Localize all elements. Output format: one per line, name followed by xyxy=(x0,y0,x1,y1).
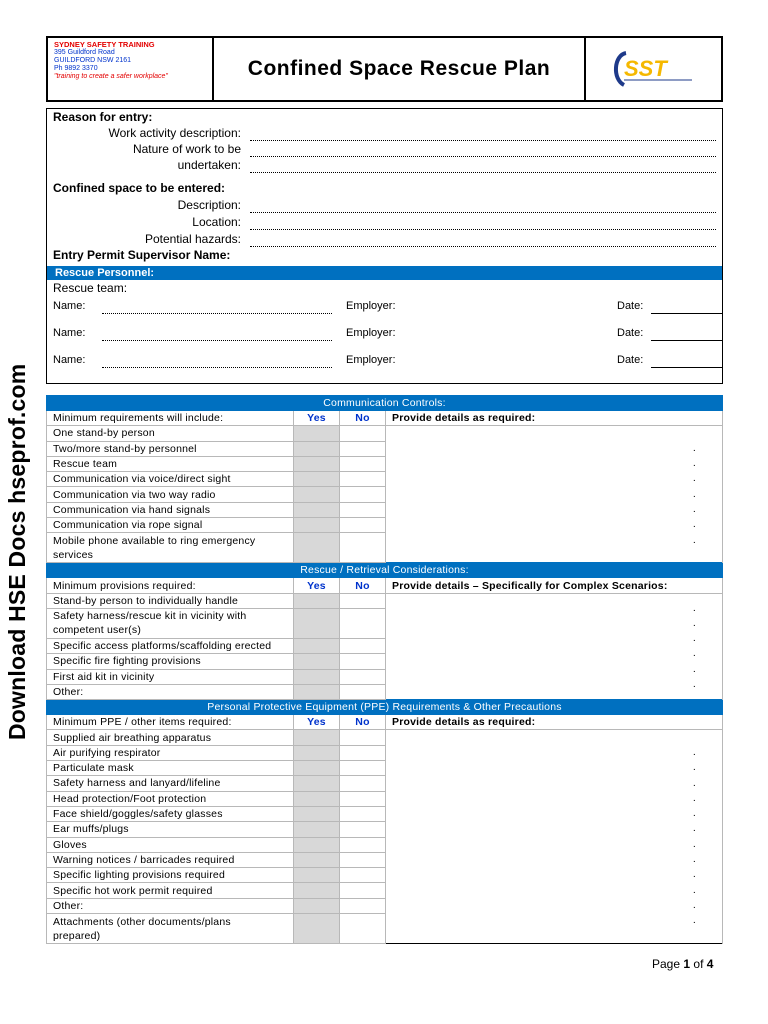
name-label-3: Name: xyxy=(53,354,86,366)
no-checkbox[interactable] xyxy=(340,868,386,883)
yes-checkbox[interactable] xyxy=(294,638,340,653)
yes-checkbox[interactable] xyxy=(294,472,340,487)
no-checkbox[interactable] xyxy=(340,852,386,867)
name-label-2: Name: xyxy=(53,327,86,339)
yes-checkbox[interactable] xyxy=(294,868,340,883)
list-item: Communication via rope signal xyxy=(47,518,294,533)
name-field-2[interactable] xyxy=(102,340,332,341)
no-checkbox[interactable] xyxy=(340,638,386,653)
yes-checkbox[interactable] xyxy=(294,822,340,837)
nature-label-2: undertaken: xyxy=(177,158,241,172)
yes-checkbox[interactable] xyxy=(294,669,340,684)
tagline: "training to create a safer workplace" xyxy=(54,73,168,80)
col-item-header: Minimum PPE / other items required: xyxy=(47,715,294,730)
item-line-2: competent user(s) xyxy=(53,624,142,637)
yes-checkbox[interactable] xyxy=(294,852,340,867)
no-checkbox[interactable] xyxy=(340,608,386,638)
rescue-team-label: Rescue team: xyxy=(53,281,128,295)
list-item: Ear muffs/plugs xyxy=(47,822,294,837)
col-no-header: No xyxy=(340,715,386,730)
rescue-personnel-bar: Rescue Personnel: xyxy=(47,266,722,280)
list-item: Safety harness and lanyard/lifeline xyxy=(47,776,294,791)
list-item: Specific access platforms/scaffolding erected xyxy=(47,638,294,653)
no-checkbox[interactable] xyxy=(340,669,386,684)
col-yes-header: Yes xyxy=(294,578,340,593)
no-checkbox[interactable] xyxy=(340,502,386,517)
location-label: Location: xyxy=(192,215,241,229)
col-details-header: Provide details as required: xyxy=(386,715,723,730)
no-checkbox[interactable] xyxy=(340,730,386,745)
name-field-1[interactable] xyxy=(102,313,332,314)
section-title: Rescue / Retrieval Considerations: xyxy=(47,563,723,578)
document-header xyxy=(46,36,723,102)
list-item xyxy=(47,914,294,944)
no-checkbox[interactable] xyxy=(340,822,386,837)
yes-checkbox[interactable] xyxy=(294,684,340,699)
name-label-1: Name: xyxy=(53,300,86,312)
yes-checkbox[interactable] xyxy=(294,883,340,898)
page-number xyxy=(652,957,713,971)
list-item: Air purifying respirator xyxy=(47,745,294,760)
watermark-text: Download HSE Docs hseprof.com xyxy=(4,363,30,740)
list-item xyxy=(47,608,294,638)
list-item: Stand-by person to individually handle xyxy=(47,593,294,608)
date-field-1[interactable] xyxy=(651,313,723,314)
work-activity-label: Work activity description: xyxy=(108,126,241,140)
no-checkbox[interactable] xyxy=(340,776,386,791)
details-field[interactable]: . . . . . . xyxy=(386,593,723,699)
item-line-2: services xyxy=(53,548,94,561)
item-line-2: prepared) xyxy=(53,929,101,942)
communication-section-header xyxy=(47,396,723,411)
page-word: Page xyxy=(652,957,681,971)
col-yes-header: Yes xyxy=(294,715,340,730)
no-checkbox[interactable] xyxy=(340,684,386,699)
date-label-2: Date: xyxy=(617,327,644,339)
supervisor-label: Entry Permit Supervisor Name: xyxy=(53,248,231,262)
list-item: Communication via hand signals xyxy=(47,502,294,517)
employer-label-3: Employer: xyxy=(346,354,396,366)
org-name: SYDNEY SAFETY TRAINING xyxy=(54,40,155,49)
col-item-header: Minimum provisions required: xyxy=(47,578,294,593)
date-label-1: Date: xyxy=(617,300,644,312)
no-checkbox[interactable] xyxy=(340,898,386,913)
list-item: Gloves xyxy=(47,837,294,852)
no-checkbox[interactable] xyxy=(340,654,386,669)
yes-checkbox[interactable] xyxy=(294,791,340,806)
description-field[interactable] xyxy=(250,212,716,213)
list-item: Face shield/goggles/safety glasses xyxy=(47,806,294,821)
employer-label-1: Employer: xyxy=(346,300,396,312)
no-checkbox[interactable] xyxy=(340,914,386,944)
yes-checkbox[interactable] xyxy=(294,441,340,456)
list-item: Communication via voice/direct sight xyxy=(47,472,294,487)
list-item: Rescue team xyxy=(47,456,294,471)
date-label-3: Date: xyxy=(617,354,644,366)
item-line-1: Attachments (other documents/plans xyxy=(53,915,231,928)
yes-checkbox[interactable] xyxy=(294,456,340,471)
no-checkbox[interactable] xyxy=(340,593,386,608)
logo xyxy=(586,38,721,100)
yes-checkbox[interactable] xyxy=(294,518,340,533)
yes-checkbox[interactable] xyxy=(294,608,340,638)
svg-text:SST: SST xyxy=(623,56,667,81)
name-field-3[interactable] xyxy=(102,367,332,368)
list-item: Head protection/Foot protection xyxy=(47,791,294,806)
no-checkbox[interactable] xyxy=(340,883,386,898)
yes-checkbox[interactable] xyxy=(294,730,340,745)
yes-checkbox[interactable] xyxy=(294,761,340,776)
total-pages: 4 xyxy=(706,957,714,971)
list-item: First aid kit in vicinity xyxy=(47,669,294,684)
details-field[interactable]: . . . . . . . . . . . . xyxy=(386,730,723,944)
no-checkbox[interactable] xyxy=(340,761,386,776)
list-item: Specific hot work permit required xyxy=(47,883,294,898)
details-field[interactable]: . . . . . . . xyxy=(386,426,723,563)
no-checkbox[interactable] xyxy=(340,441,386,456)
yes-checkbox[interactable] xyxy=(294,426,340,441)
yes-checkbox[interactable] xyxy=(294,837,340,852)
no-checkbox[interactable] xyxy=(340,487,386,502)
organisation-block xyxy=(48,38,214,100)
no-checkbox[interactable] xyxy=(340,837,386,852)
col-yes-header: Yes xyxy=(294,411,340,426)
yes-checkbox[interactable] xyxy=(294,533,340,563)
work-activity-field[interactable] xyxy=(250,140,716,141)
watermark-sidebar xyxy=(4,363,44,780)
yes-checkbox[interactable] xyxy=(294,487,340,502)
date-field-2[interactable] xyxy=(651,340,723,341)
item-line-1: Mobile phone available to ring emergency xyxy=(53,534,256,547)
confined-heading: Confined space to be entered: xyxy=(53,181,226,195)
checklist-table xyxy=(46,395,723,944)
yes-checkbox[interactable] xyxy=(294,593,340,608)
list-item xyxy=(47,533,294,563)
list-item: Two/more stand-by personnel xyxy=(47,441,294,456)
list-item: Warning notices / barricades required xyxy=(47,852,294,867)
yes-checkbox[interactable] xyxy=(294,898,340,913)
ppe-section-header xyxy=(47,700,723,715)
col-no-header: No xyxy=(340,578,386,593)
no-checkbox[interactable] xyxy=(340,806,386,821)
col-details-header: Provide details as required: xyxy=(386,411,723,426)
entry-details-section xyxy=(46,108,723,384)
employer-label-2: Employer: xyxy=(346,327,396,339)
date-field-3[interactable] xyxy=(651,367,723,368)
list-item: Other: xyxy=(47,684,294,699)
no-checkbox[interactable] xyxy=(340,533,386,563)
location-field[interactable] xyxy=(250,229,716,230)
nature-field-2[interactable] xyxy=(250,172,716,173)
description-label: Description: xyxy=(177,198,241,212)
nature-label-1: Nature of work to be xyxy=(132,142,241,156)
section-title: Communication Controls: xyxy=(47,396,723,411)
page-title: Confined Space Rescue Plan xyxy=(214,38,586,100)
no-checkbox[interactable] xyxy=(340,426,386,441)
list-item: Specific fire fighting provisions xyxy=(47,654,294,669)
of-word: of xyxy=(693,957,704,971)
phone: Ph 9892 3370 xyxy=(54,65,98,72)
yes-checkbox[interactable] xyxy=(294,502,340,517)
nature-field-1[interactable] xyxy=(250,156,716,157)
yes-checkbox[interactable] xyxy=(294,914,340,944)
list-item: Supplied air breathing apparatus xyxy=(47,730,294,745)
no-checkbox[interactable] xyxy=(340,472,386,487)
yes-checkbox[interactable] xyxy=(294,806,340,821)
no-checkbox[interactable] xyxy=(340,518,386,533)
yes-checkbox[interactable] xyxy=(294,776,340,791)
list-item: Specific lighting provisions required xyxy=(47,868,294,883)
col-no-header: No xyxy=(340,411,386,426)
reason-heading: Reason for entry: xyxy=(53,110,153,124)
no-checkbox[interactable] xyxy=(340,456,386,471)
address-line-2: GUILDFORD NSW 2161 xyxy=(54,57,132,64)
rescue-section-header xyxy=(47,563,723,578)
hazards-field[interactable] xyxy=(250,246,716,247)
list-item: Communication via two way radio xyxy=(47,487,294,502)
col-details-header: Provide details – Specifically for Complex Scenarios: xyxy=(386,578,723,593)
no-checkbox[interactable] xyxy=(340,745,386,760)
current-page: 1 xyxy=(683,957,691,971)
list-item: Particulate mask xyxy=(47,761,294,776)
sst-logo-icon xyxy=(612,49,696,89)
yes-checkbox[interactable] xyxy=(294,745,340,760)
address-line-1: 395 Guildford Road xyxy=(54,49,115,56)
section-title: Personal Protective Equipment (PPE) Requirements & Other Precautions xyxy=(47,700,723,715)
list-item: One stand-by person xyxy=(47,426,294,441)
hazards-label: Potential hazards: xyxy=(144,232,241,246)
yes-checkbox[interactable] xyxy=(294,654,340,669)
item-line-1: Safety harness/rescue kit in vicinity with xyxy=(53,610,247,623)
list-item: Other: xyxy=(47,898,294,913)
col-item-header: Minimum requirements will include: xyxy=(47,411,294,426)
no-checkbox[interactable] xyxy=(340,791,386,806)
